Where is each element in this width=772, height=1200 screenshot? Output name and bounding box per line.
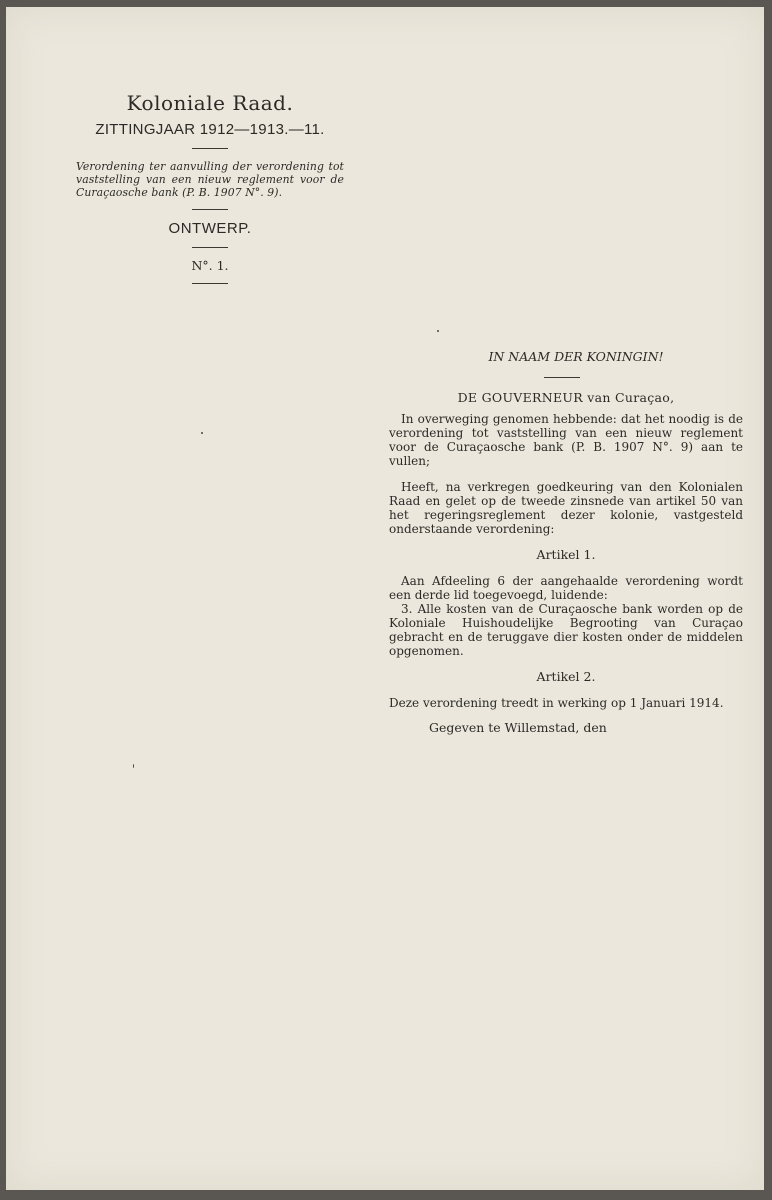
governor-line: DE GOUVERNEUR van Curaçao, <box>457 390 675 405</box>
session-year: ZITTINGJAAR 1912—1913.—11. <box>95 121 325 138</box>
divider <box>544 377 580 378</box>
document-number: N°. 1. <box>191 258 229 273</box>
preamble-heading: IN NAAM DER KONINGIN! <box>488 349 664 364</box>
divider <box>192 209 228 210</box>
signature-line: Gegeven te Willemstad, den <box>429 720 607 735</box>
divider <box>192 148 228 149</box>
subject-description: Verordening ter aanvulling der verordening tot vaststelling van een nieuw reglement voor de Curaçaosche bank (P. B. 1907 N°. 9). <box>76 160 344 199</box>
paper-speck <box>133 764 134 768</box>
divider <box>192 247 228 248</box>
consideration-paragraph: In overweging genomen hebbende: dat het noodig is de verordening tot vaststelling van een nieuw reglement voor de Curaçaosche bank (P. B. 1907 N°. 9) aan te vullen; <box>389 412 743 468</box>
header-block <box>76 87 344 284</box>
article-1-heading: Artikel 1. <box>536 547 596 562</box>
paper-speck <box>437 330 439 332</box>
article-1-text: Aan Afdeeling 6 der aangehaalde verordening wordt een derde lid toegevoegd, luidende: <box>389 574 743 602</box>
paper-speck <box>201 432 203 434</box>
divider <box>192 283 228 284</box>
ordinance-text <box>389 350 743 735</box>
document-page <box>6 7 764 1190</box>
raad-title: Koloniale Raad. <box>126 91 294 115</box>
article-2-heading: Artikel 2. <box>536 669 596 684</box>
article-2-text: Deze verordening treedt in werking op 1 Januari 1914. <box>389 696 724 710</box>
article-1-clause: 3. Alle kosten van de Curaçaosche bank worden op de Koloniale Huishoudelijke Begrooting van Curaçao gebracht en de teruggave dier kosten onder de middelen opgenomen. <box>389 602 743 658</box>
enactment-paragraph: Heeft, na verkregen goedkeuring van den Kolonialen Raad en gelet op de tweede zinsnede van artikel 50 van het regeringsreglement dezer kolonie, vastgesteld onderstaande verordening: <box>389 480 743 536</box>
draft-label: ONTWERP. <box>168 220 252 237</box>
